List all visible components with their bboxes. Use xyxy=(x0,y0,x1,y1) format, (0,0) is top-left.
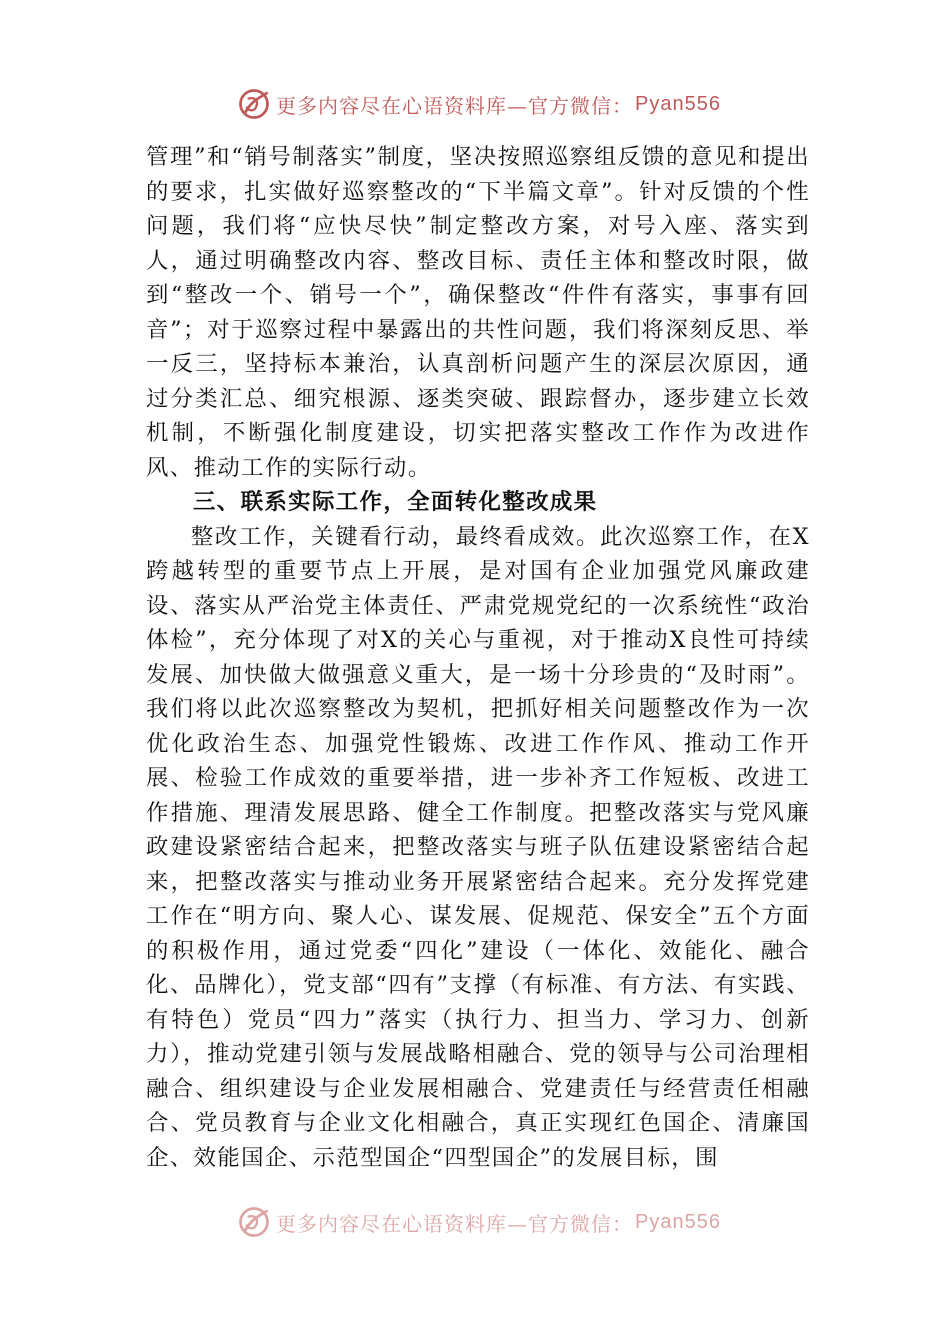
watermark-text: 更多内容尽在心语资料库—官方微信： xyxy=(276,93,633,118)
watermark-footer xyxy=(236,1202,721,1242)
watermark-brand: Pyan556 xyxy=(635,92,721,115)
document-body xyxy=(146,140,810,1175)
paragraph-1: 管理”和“销号制落实”制度，坚决按照巡察组反馈的意见和提出的要求，扎实做好巡察整改的“下半篇文章”。针对反馈的个性问题，我们将“应快尽快”制定整改方案，对号入座、落实到人，通过明确整改内容、整改目标、责任主体和整改时限，做到“整改一个、销号一个”，确保整改“件件有落实，事事有回音”；对于巡察过程中暴露出的共性问题，我们将深刻反思、举一反三，坚持标本兼治，认真剖析问题产生的深层次原因，通过分类汇总、细究根源、逐类突破、跟踪督办，逐步建立长效机制，不断强化制度建设，切实把落实整改工作作为改进作风、推动工作的实际行动。 xyxy=(146,144,810,481)
brand-logo-icon xyxy=(236,86,272,122)
paragraph-2: 整改工作，关键看行动，最终看成效。此次巡察工作，在X跨越转型的重要节点上开展，是对国有企业加强党风廉政建设、落实从严治党主体责任、严肃党规党纪的一次系统性“政治体检”，充分体现了对X的关心与重视，对于推动X良性可持续发展、加快做大做强意义重大，是一场十分珍贵的“及时雨”。我们将以此次巡察整改为契机，把抓好相关问题整改作为一次优化政治生态、加强党性锻炼、改进工作作风、推动工作开展、检验工作成效的重要举措，进一步补齐工作短板、改进工作措施、理清发展思路、健全工作制度。把整改落实与党风廉政建设紧密结合起来，把整改落实与班子队伍建设紧密结合起来，把整改落实与推动业务开展紧密结合起来。充分发挥党建工作在“明方向、聚人心、谋发展、促规范、保安全”五个方面的积极作用，通过党委“四化”建设（一体化、效能化、融合化、品牌化），党支部“四有”支撑（有标准、有方法、有实践、有特色）党员“四力”落实（执行力、担当力、学习力、创新力），推动党建引领与发展战略相融合、党的领导与公司治理相融合、组织建设与企业发展相融合、党建责任与经营责任相融合、党员教育与企业文化相融合，真正实现红色国企、清廉国企、效能国企、示范型国企“四型国企”的发展目标，围 xyxy=(146,523,810,1171)
watermark-text: 更多内容尽在心语资料库—官方微信： xyxy=(276,1211,633,1236)
watermark-header xyxy=(236,84,721,124)
section-heading-3: 三、联系实际工作，全面转化整改成果 xyxy=(193,489,598,515)
watermark-brand: Pyan556 xyxy=(635,1210,721,1233)
brand-logo-icon xyxy=(236,1204,272,1240)
